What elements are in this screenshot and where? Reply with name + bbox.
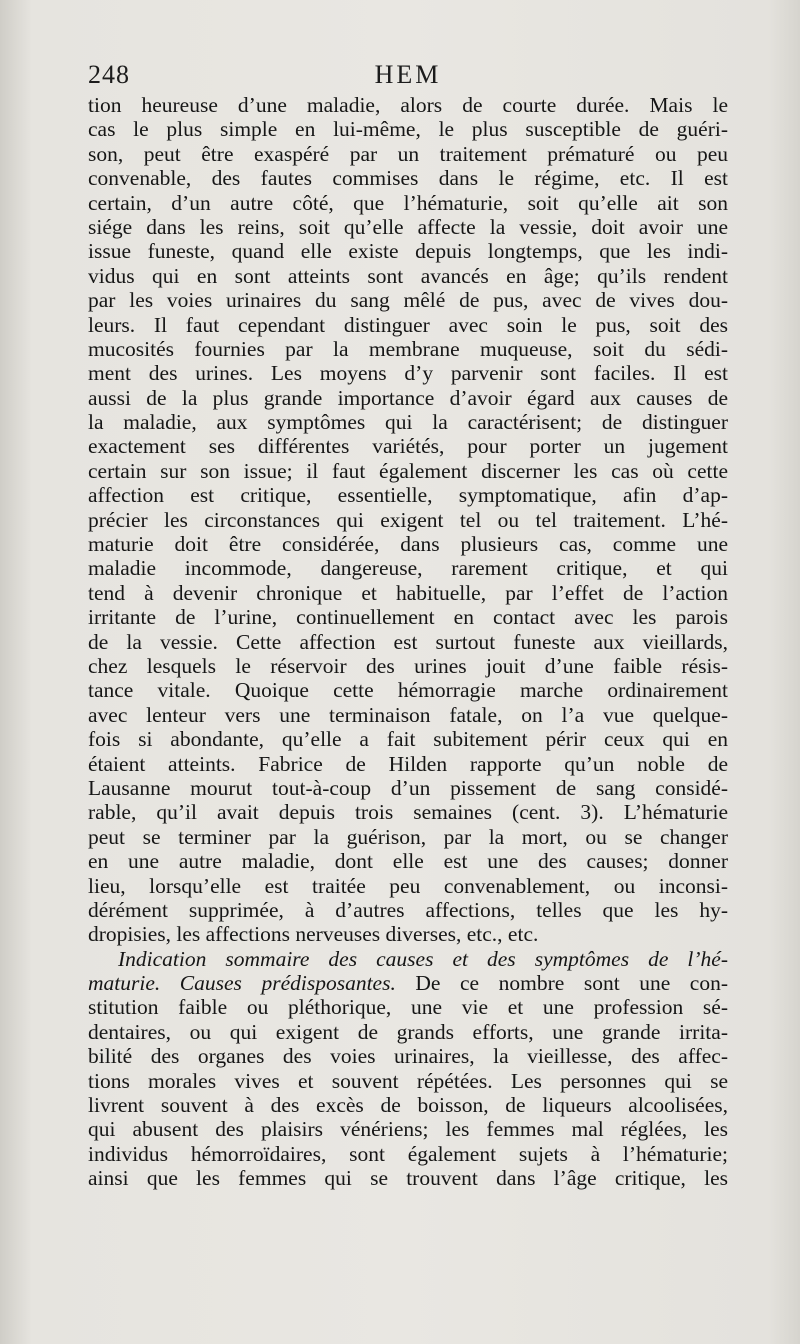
text-line: affection est critique, essentielle, symptomatique, afin d’ap- [88, 483, 728, 508]
text-line: maturie doit être considérée, dans plusieurs cas, comme une [88, 532, 728, 557]
text-line: lieu, lorsqu’elle est traitée peu convenablement, ou inconsi- [88, 873, 728, 898]
text-line: Lausanne mourut tout-à-coup d’un pissement de sang considé- [88, 775, 728, 800]
text-line: tend à devenir chronique et habituelle, par l’effet de l’action [88, 580, 728, 605]
running-head-title: HEM [374, 60, 442, 89]
text-line: dérément supprimée, à d’autres affections, telles que les hy- [88, 897, 728, 922]
text-line: précier les circonstances qui exigent tel ou tel traitement. L’hé- [88, 507, 728, 532]
text-line: de la vessie. Cette affection est surtout funeste aux vieillards, [88, 629, 728, 654]
text-line: stitution faible ou pléthorique, une vie et une profession sé- [88, 995, 728, 1020]
text-line: individus hémorroïdaires, sont également sujets à l’hématurie; [88, 1141, 728, 1166]
text-line: dentaires, ou qui exigent de grands efforts, une grande irrita- [88, 1019, 728, 1044]
text-line: bilité des organes des voies urinaires, la vieillesse, des affec- [88, 1044, 728, 1069]
text-line: étaient atteints. Fabrice de Hilden rapporte qu’un noble de [88, 751, 728, 776]
text-line: vidus qui en sont atteints sont avancés en âge; qu’ils rendent [88, 263, 728, 288]
text-line: qui abusent des plaisirs vénériens; les femmes mal réglées, les [88, 1117, 728, 1142]
text-line: dropisies, les affections nerveuses diverses, etc., etc. [88, 922, 539, 947]
text-line: certain, d’un autre côté, que l’hématurie, soit qu’elle ait son [88, 190, 728, 215]
text-line: ainsi que les femmes qui se trouvent dans l’âge critique, les [88, 1166, 728, 1191]
section-heading-line: Indication sommaire des causes et des symptômes de l’hé- [118, 946, 728, 971]
page-number: 248 [88, 60, 130, 89]
text-line: ment des urines. Les moyens d’y parvenir sont faciles. Il est [88, 361, 728, 386]
text-line: aussi de la plus grande importance d’avoir égard aux causes de [88, 385, 728, 410]
text-line: son, peut être exaspéré par un traitement prématuré ou peu [88, 141, 728, 166]
text-line: exactement ses différentes variétés, pour porter un jugement [88, 434, 728, 459]
text-line: rable, qu’il avait depuis trois semaines (cent. 3). L’hématurie [88, 800, 728, 825]
text-line: cas le plus simple en lui-même, le plus susceptible de guéri- [88, 117, 728, 142]
text-line: livrent souvent à des excès de boisson, de liqueurs alcoolisées, [88, 1093, 728, 1118]
text-line: tions morales vives et souvent répétées. Les personnes qui se [88, 1068, 728, 1093]
running-head [88, 60, 728, 90]
text-line: issue funeste, quand elle existe depuis longtemps, que les indi- [88, 239, 728, 264]
text-line: peut se terminer par la guérison, par la mort, ou se changer [88, 824, 728, 849]
text-line: tion heureuse d’une maladie, alors de courte durée. Mais le [88, 93, 728, 117]
text-line: par les voies urinaires du sang mêlé de pus, avec de vives dou- [88, 288, 728, 313]
text-line: en une autre maladie, dont elle est une des causes; donner [88, 849, 728, 874]
text-line: tance vitale. Quoique cette hémorragie marche ordinairement [88, 678, 728, 703]
text-line: maladie incommode, dangereuse, rarement critique, et qui [88, 556, 728, 581]
text-line: mucosités fournies par la membrane muqueuse, soit du sédi- [88, 336, 728, 361]
text-line: irritante de l’urine, continuellement en contact avec les parois [88, 605, 728, 630]
text-line: siége dans les reins, soit qu’elle affecte la vessie, doit avoir une [88, 214, 728, 239]
body-text [88, 93, 728, 1191]
text-line: leurs. Il faut cependant distinguer avec soin le pus, soit des [88, 312, 728, 337]
text-line: la maladie, aux symptômes qui la caractérisent; de distinguer [88, 410, 728, 435]
section-heading-line: maturie. Causes prédisposantes. De ce nombre sont une con- [88, 971, 729, 996]
text-line: chez lesquels le réservoir des urines jouit d’une faible résis- [88, 653, 728, 678]
text-line: certain sur son issue; il faut également discerner les cas où cette [88, 458, 728, 483]
text-line: fois si abondante, qu’elle a fait subitement périr ceux qui en [88, 727, 728, 752]
text-line: avec lenteur vers une terminaison fatale, on l’a vue quelque- [88, 702, 728, 727]
text-line: convenable, des fautes commises dans le régime, etc. Il est [88, 166, 728, 191]
